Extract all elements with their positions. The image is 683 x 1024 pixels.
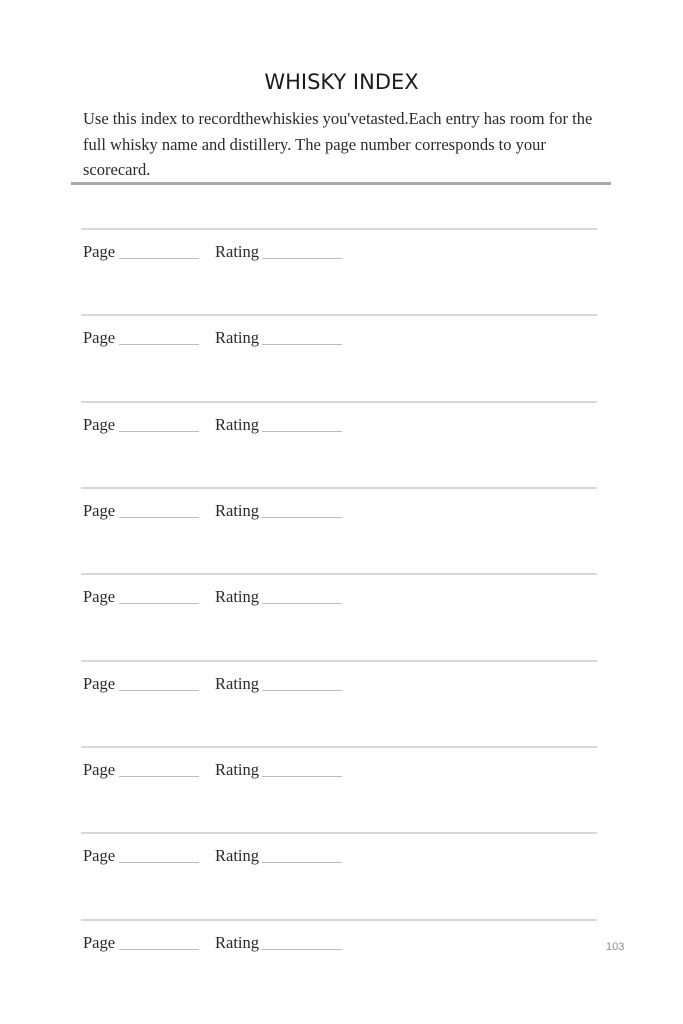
rating-label: Rating (215, 242, 259, 261)
page-number-blank[interactable] (119, 776, 199, 777)
entry-name-line[interactable] (81, 660, 597, 662)
index-entry (0, 660, 683, 746)
page-label: Page (83, 846, 116, 865)
rating-label: Rating (215, 674, 259, 693)
entry-name-line[interactable] (81, 314, 597, 316)
rating-label: Rating (215, 933, 259, 952)
rating-label: Rating (215, 846, 259, 865)
index-entry (0, 832, 683, 918)
rating-blank[interactable] (262, 517, 342, 518)
page-label: Page (83, 501, 116, 520)
page-number-blank[interactable] (119, 603, 199, 604)
page-number-blank[interactable] (119, 862, 199, 863)
entry-name-line[interactable] (81, 746, 597, 748)
page-number: 103 (606, 941, 625, 953)
rating-label: Rating (215, 501, 259, 520)
index-entry (0, 314, 683, 400)
rating-blank[interactable] (262, 949, 342, 950)
rating-blank[interactable] (262, 862, 342, 863)
page-number-blank[interactable] (119, 517, 199, 518)
page-label: Page (83, 933, 116, 952)
page-label: Page (83, 415, 116, 434)
rating-blank[interactable] (262, 603, 342, 604)
page-number-blank[interactable] (119, 258, 199, 259)
page-label: Page (83, 328, 116, 347)
index-entry (0, 573, 683, 659)
entry-name-line[interactable] (81, 401, 597, 403)
index-entry (0, 919, 683, 1005)
intro-paragraph: Use this index to recordthewhiskies you'vetasted.Each entry has room for the full whisky name and distillery. The page number corresponds to your scorecard. (83, 109, 593, 179)
rating-blank[interactable] (262, 690, 342, 691)
index-entry (0, 746, 683, 832)
page-number-blank[interactable] (119, 431, 199, 432)
entry-name-line[interactable] (81, 832, 597, 834)
rating-label: Rating (215, 760, 259, 779)
entry-name-line[interactable] (81, 487, 597, 489)
rating-label: Rating (215, 587, 259, 606)
index-entry (0, 401, 683, 487)
page-label: Page (83, 760, 116, 779)
rating-label: Rating (215, 415, 259, 434)
entry-name-line[interactable] (81, 919, 597, 921)
page-label: Page (83, 674, 116, 693)
rating-label: Rating (215, 328, 259, 347)
entry-name-line[interactable] (81, 228, 597, 230)
page-label: Page (83, 242, 116, 261)
rating-blank[interactable] (262, 431, 342, 432)
index-entry (0, 487, 683, 573)
page-title: WHISKY INDEX (264, 70, 419, 94)
rating-blank[interactable] (262, 776, 342, 777)
page-number-blank[interactable] (119, 344, 199, 345)
page-label: Page (83, 587, 116, 606)
index-entry (0, 228, 683, 314)
page-number-blank[interactable] (119, 690, 199, 691)
entry-name-line[interactable] (81, 573, 597, 575)
rating-blank[interactable] (262, 258, 342, 259)
rating-blank[interactable] (262, 344, 342, 345)
page-number-blank[interactable] (119, 949, 199, 950)
header-divider (71, 182, 611, 185)
